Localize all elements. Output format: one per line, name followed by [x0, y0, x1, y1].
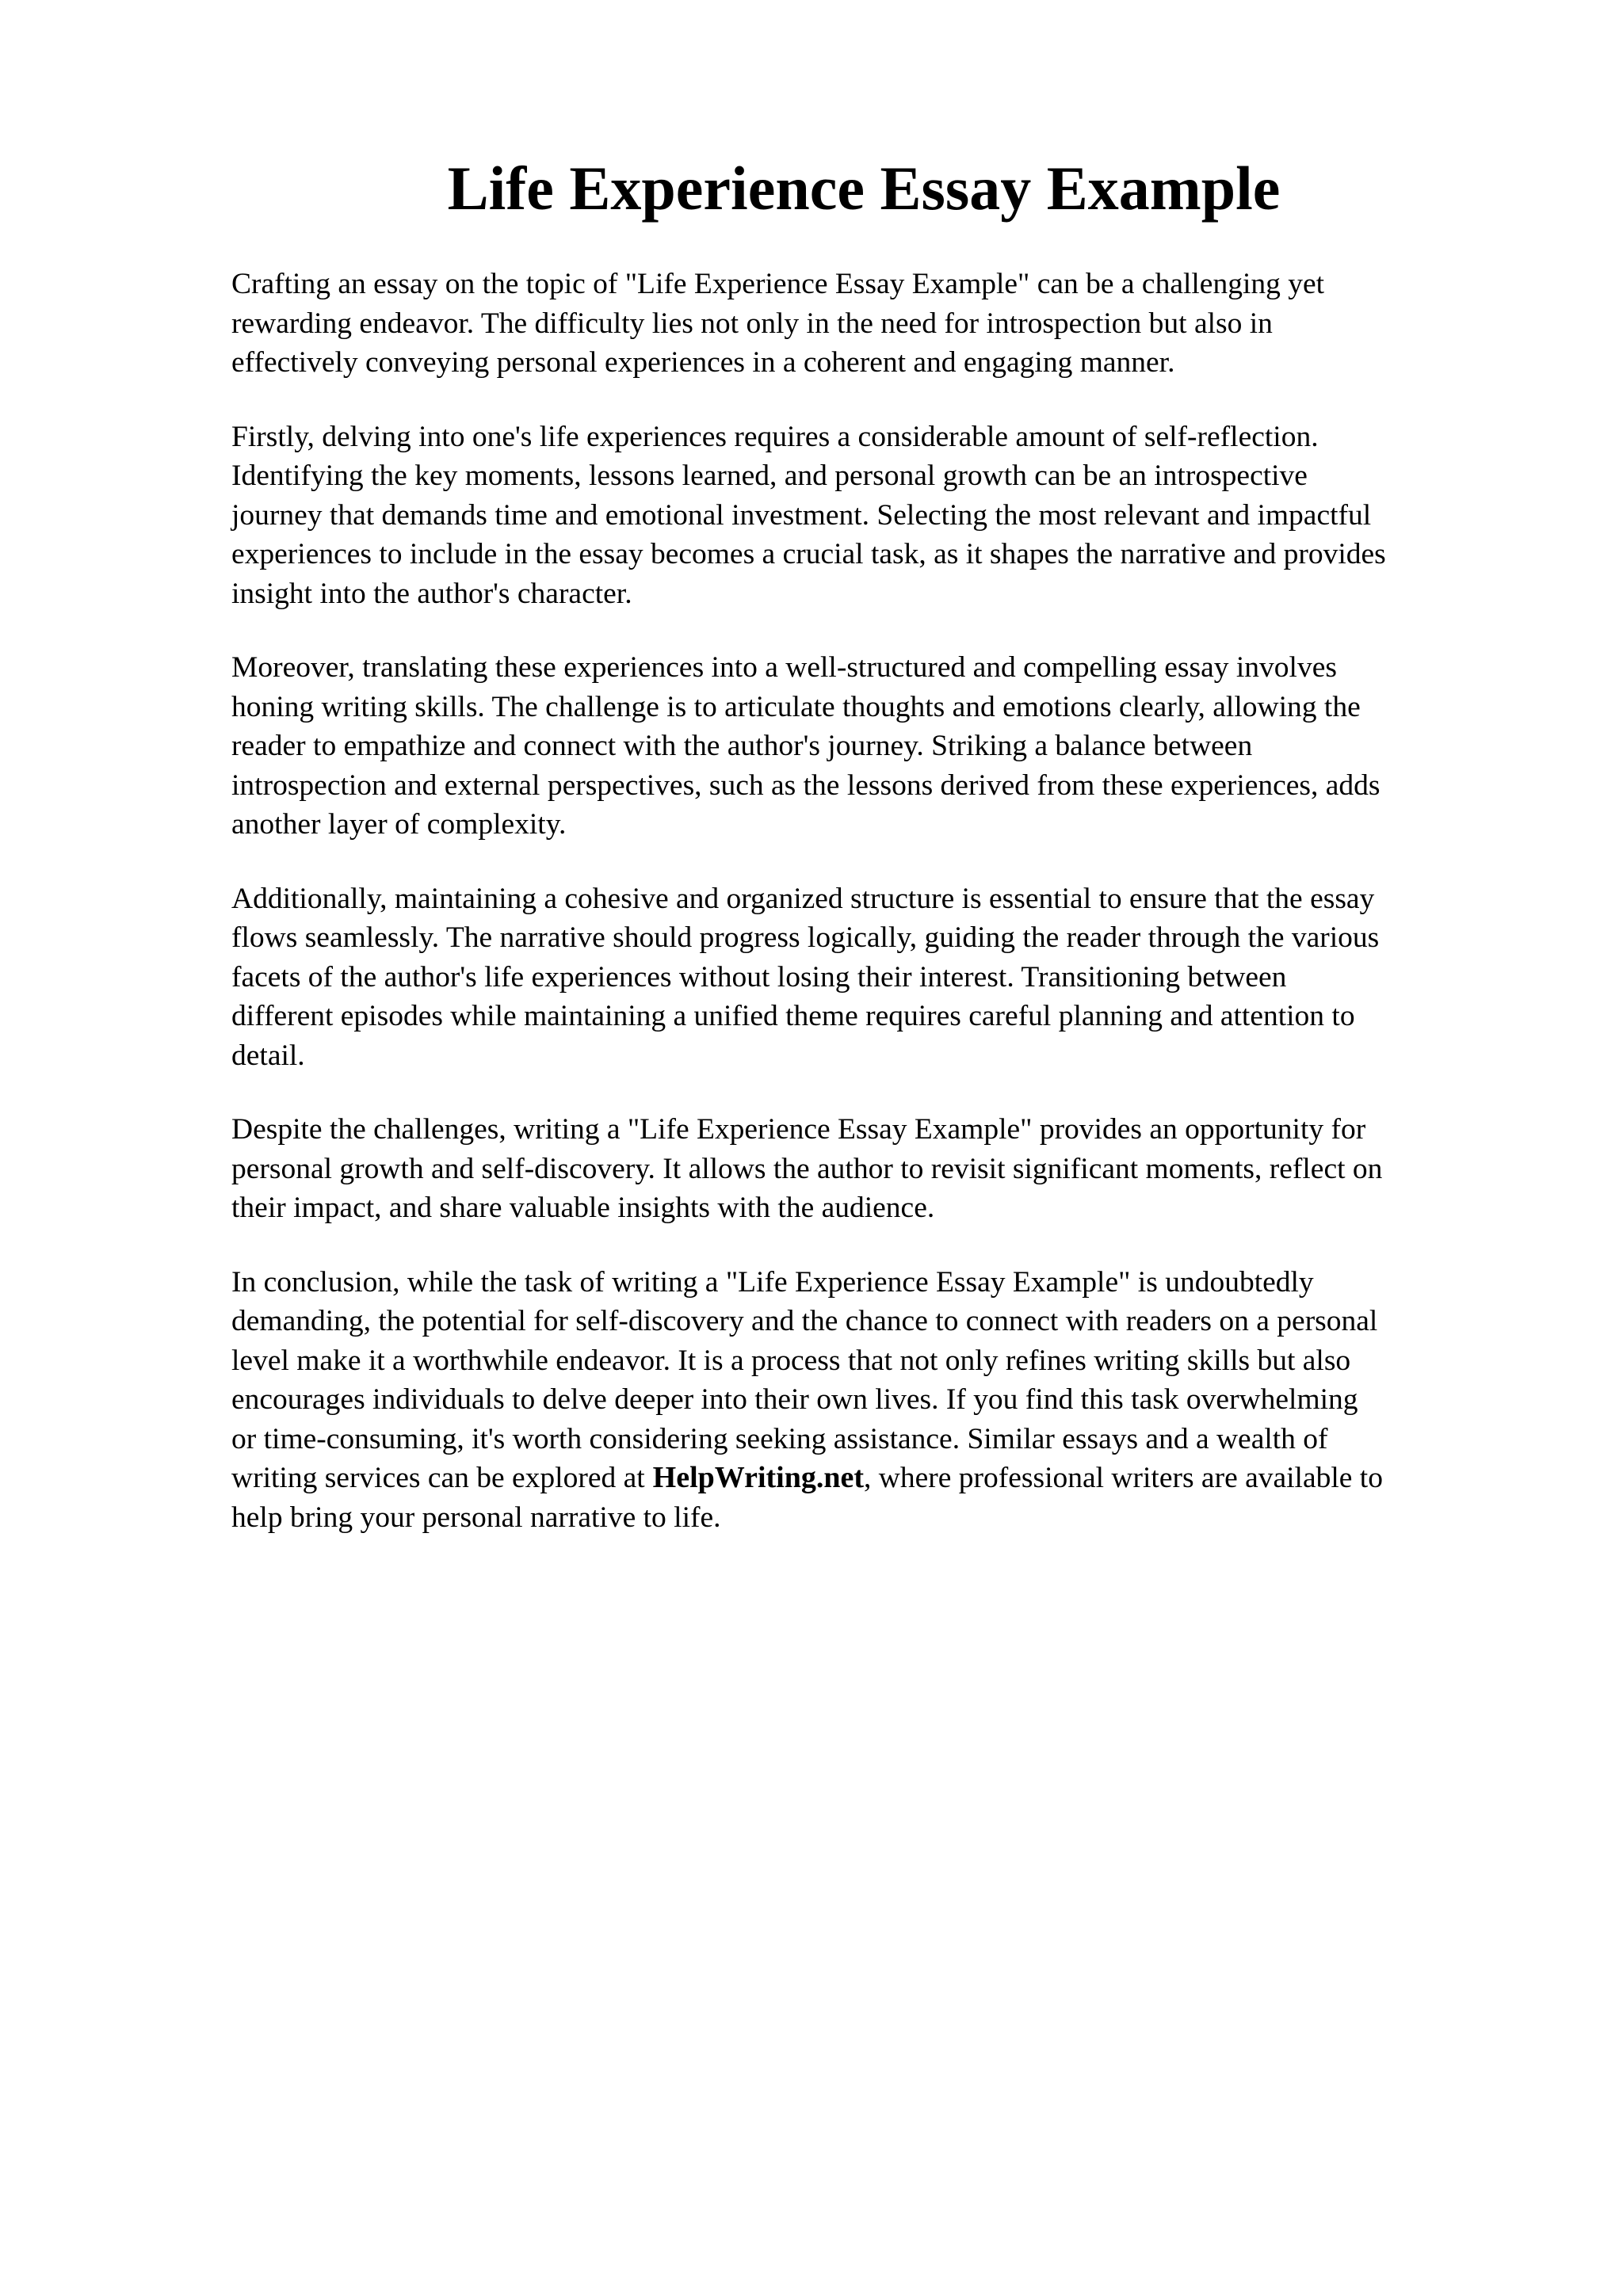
text-line: introspection and external perspectives, such as the lessons derived from these experiences, adds [231, 769, 1381, 802]
paragraph-conclusion [231, 1263, 1531, 1538]
page-title: Life Experience Essay Example [447, 154, 1281, 223]
paragraph-additionally [231, 879, 1531, 1076]
text-line: different episodes while maintaining a unified theme requires careful planning and attention to [231, 1000, 1355, 1032]
text-line: their impact, and share valuable insights with the audience. [231, 1192, 935, 1224]
essay-body [231, 265, 1531, 1572]
text-line: Identifying the key moments, lessons learned, and personal growth can be an introspective [231, 460, 1308, 492]
text-line: Moreover, translating these experiences into a well-structured and compelling essay involves [231, 651, 1337, 684]
text-line: Despite the challenges, writing a "Life Experience Essay Example" provides an opportunity for [231, 1113, 1366, 1146]
text-line: Firstly, delving into one's life experiences requires a considerable amount of self-reflection. [231, 420, 1319, 453]
paragraph-moreover [231, 648, 1531, 845]
text-line: encourages individuals to delve deeper into their own lives. If you find this task overwhelming [231, 1383, 1358, 1416]
text-line: In conclusion, while the task of writing a "Life Experience Essay Example" is undoubtedly [231, 1265, 1314, 1299]
paragraph-firstly [231, 418, 1531, 614]
helpwriting-link[interactable]: HelpWriting.net [652, 1461, 865, 1494]
text-line: facets of the author's life experiences without losing their interest. Transitioning between [231, 960, 1287, 994]
text-line: reader to empathize and connect with the author's journey. Striking a balance between [231, 730, 1253, 762]
text-line: rewarding endeavor. The difficulty lies not only in the need for introspection but also in [231, 307, 1273, 340]
text-line: or time-consuming, it's worth considering seeking assistance. Similar essays and a wealth of [231, 1422, 1328, 1455]
text-line-with-link [231, 1459, 1531, 1498]
link-line-suffix: , where professional writers are available to [864, 1462, 1383, 1494]
text-line: demanding, the potential for self-discovery and the chance to connect with readers on a personal [231, 1305, 1378, 1337]
text-line: journey that demands time and emotional investment. Selecting the most relevant and impactful [231, 498, 1372, 532]
text-line: honing writing skills. The challenge is to articulate thoughts and emotions clearly, allowing the [231, 690, 1361, 723]
text-line: level make it a worthwhile endeavor. It is a process that not only refines writing skills but also [231, 1344, 1351, 1377]
text-line: experiences to include in the essay becomes a crucial task, as it shapes the narrative and provides [231, 538, 1386, 570]
text-line: help bring your personal narrative to life. [231, 1501, 721, 1534]
text-line: another layer of complexity. [231, 808, 567, 841]
text-line: insight into the author's character. [231, 577, 632, 610]
text-line: effectively conveying personal experiences in a coherent and engaging manner. [231, 346, 1175, 379]
text-line: detail. [231, 1039, 305, 1072]
paragraph-despite [231, 1110, 1531, 1228]
text-line: Additionally, maintaining a cohesive and organized structure is essential to ensure that the essay [231, 882, 1375, 915]
text-line: personal growth and self-discovery. It allows the author to revisit significant moments, reflect on [231, 1152, 1383, 1185]
link-line-prefix: writing services can be explored at [231, 1462, 645, 1494]
paragraph-intro [231, 265, 1531, 383]
text-line: flows seamlessly. The narrative should progress logically, guiding the reader through the various [231, 921, 1380, 954]
text-line: Crafting an essay on the topic of "Life Experience Essay Example" can be a challenging yet [231, 268, 1325, 300]
